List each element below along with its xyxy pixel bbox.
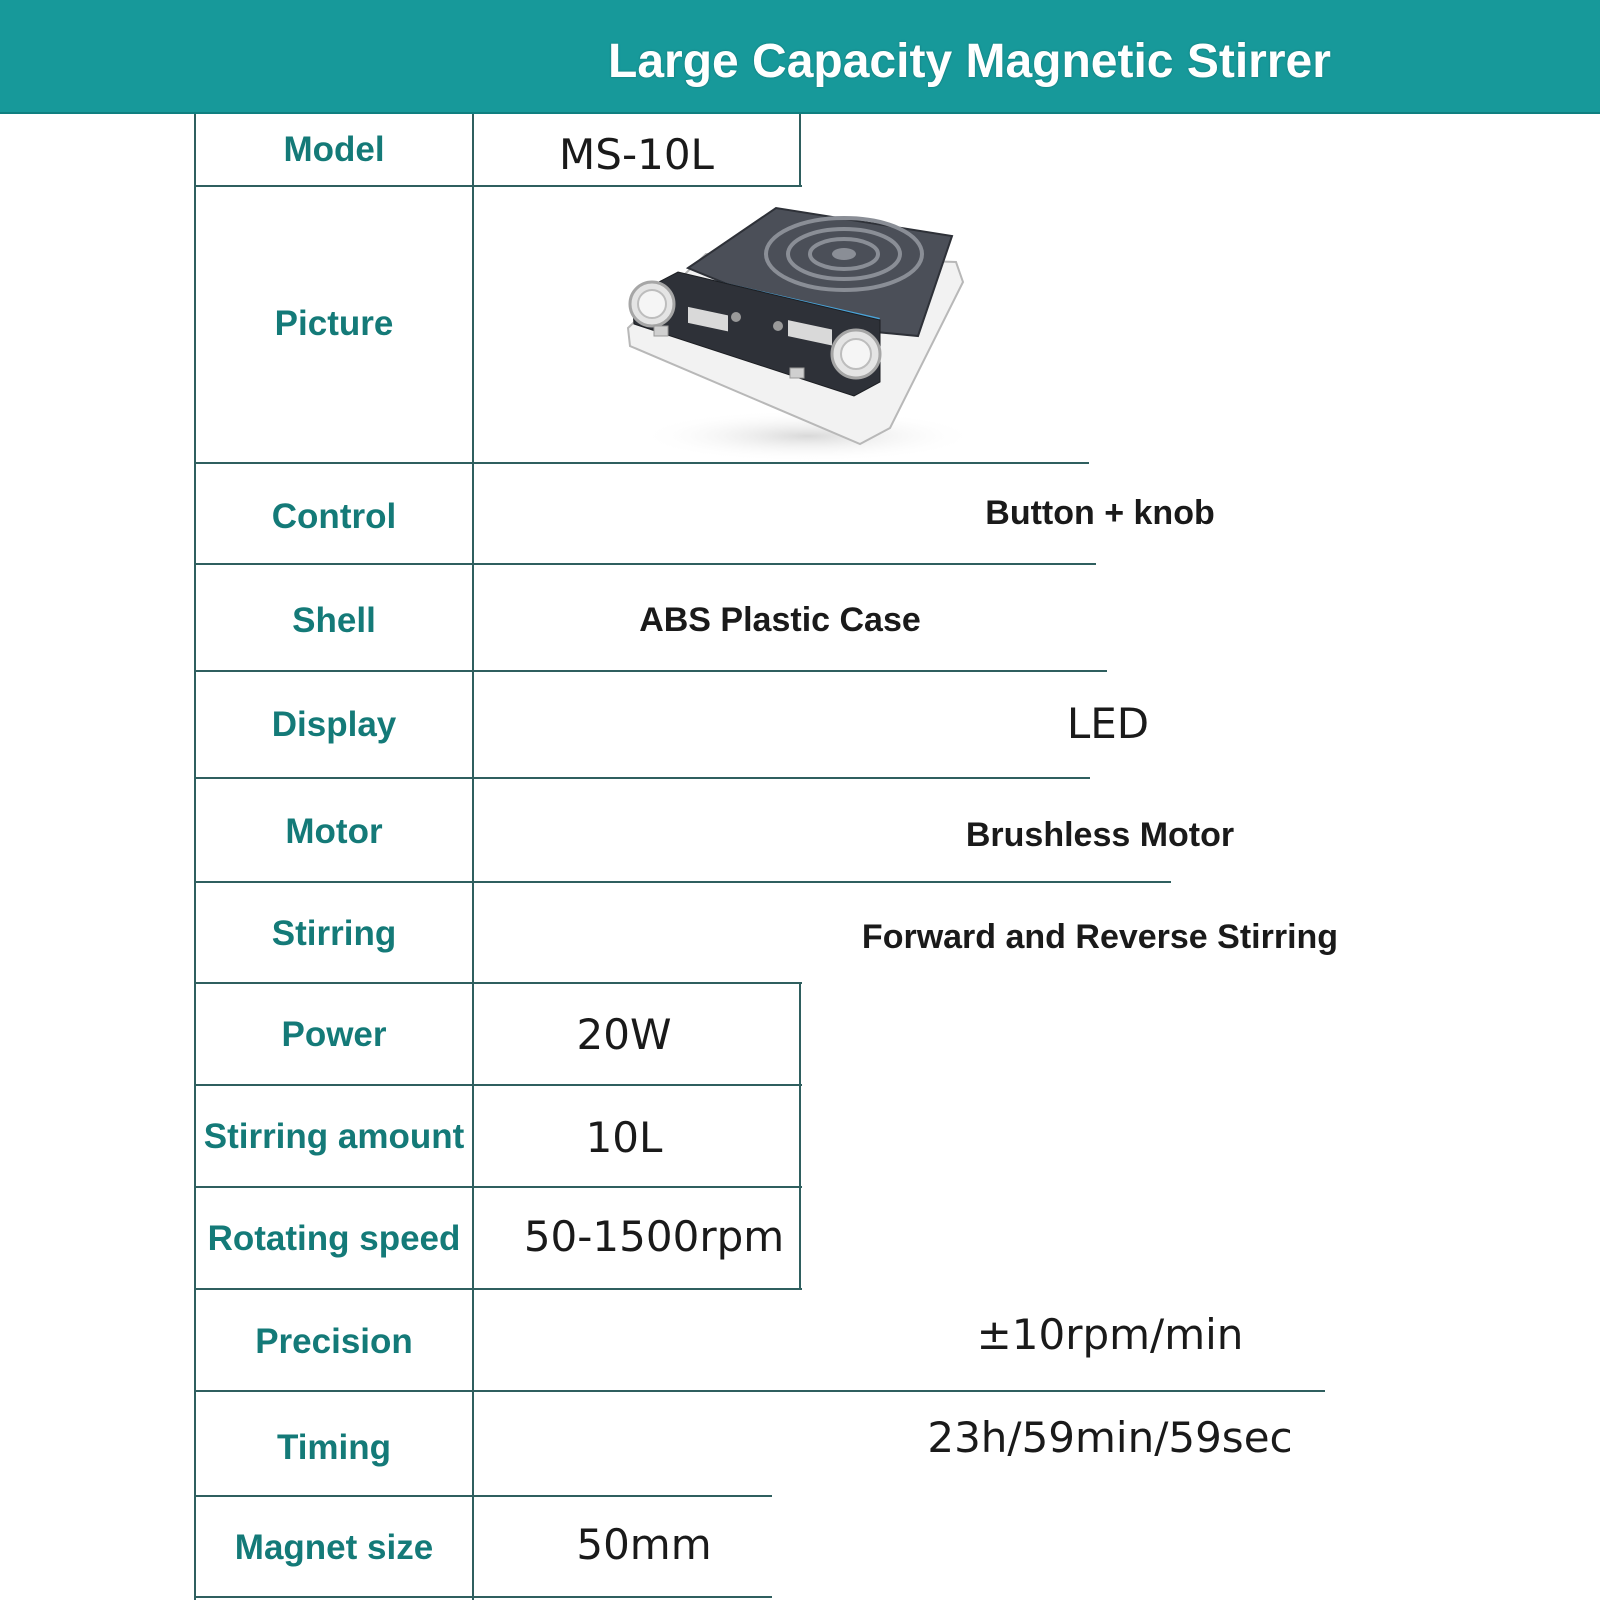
table-bottom-border — [194, 1596, 772, 1598]
label-precision: Precision — [255, 1322, 413, 1361]
value-timing: 23h/59min/59sec — [927, 1413, 1293, 1462]
value-shell: ABS Plastic Case — [639, 601, 921, 639]
row-divider — [194, 563, 1096, 565]
label-display: Display — [271, 705, 397, 744]
row-divider — [194, 881, 1171, 883]
row-divider — [194, 1084, 802, 1086]
label-control: Control — [271, 497, 397, 536]
row-divider — [194, 1186, 802, 1188]
label-motor: Motor — [285, 812, 383, 851]
row-divider — [194, 185, 802, 187]
row-divider — [194, 777, 1090, 779]
value-model: MS-10L — [559, 130, 714, 179]
label-power: Power — [281, 1015, 387, 1054]
header-banner — [0, 0, 1600, 114]
label-stirring-amount: Stirring amount — [203, 1117, 465, 1156]
label-shell: Shell — [292, 601, 376, 640]
product-picture — [618, 196, 978, 466]
magnetic-stirrer-icon — [618, 196, 978, 466]
value-rotating-speed: 50-1500rpm — [523, 1212, 785, 1261]
label-picture: Picture — [274, 304, 394, 343]
value-motor: Brushless Motor — [965, 816, 1235, 854]
row-divider — [194, 670, 1107, 672]
label-magnet-size: Magnet size — [234, 1528, 434, 1567]
value-display: LED — [1066, 699, 1150, 748]
row-divider — [194, 1390, 1325, 1392]
row-divider — [194, 982, 802, 984]
value-stirring: Forward and Reverse Stirring — [861, 918, 1339, 956]
value-control: Button + knob — [985, 494, 1215, 532]
value-precision: ±10rpm/min — [976, 1310, 1244, 1359]
label-model: Model — [283, 130, 385, 169]
row-divider — [194, 1288, 802, 1290]
page-title: Large Capacity Magnetic Stirrer — [608, 35, 1331, 88]
label-rotating-speed: Rotating speed — [207, 1219, 461, 1258]
label-timing: Timing — [276, 1428, 392, 1467]
value-power: 20W — [576, 1010, 672, 1059]
row-divider — [194, 1495, 772, 1497]
label-stirring: Stirring — [271, 914, 397, 953]
value-stirring-amount: 10L — [585, 1113, 663, 1162]
model-cell-border — [799, 114, 801, 187]
value-magnet-size: 50mm — [576, 1520, 712, 1569]
